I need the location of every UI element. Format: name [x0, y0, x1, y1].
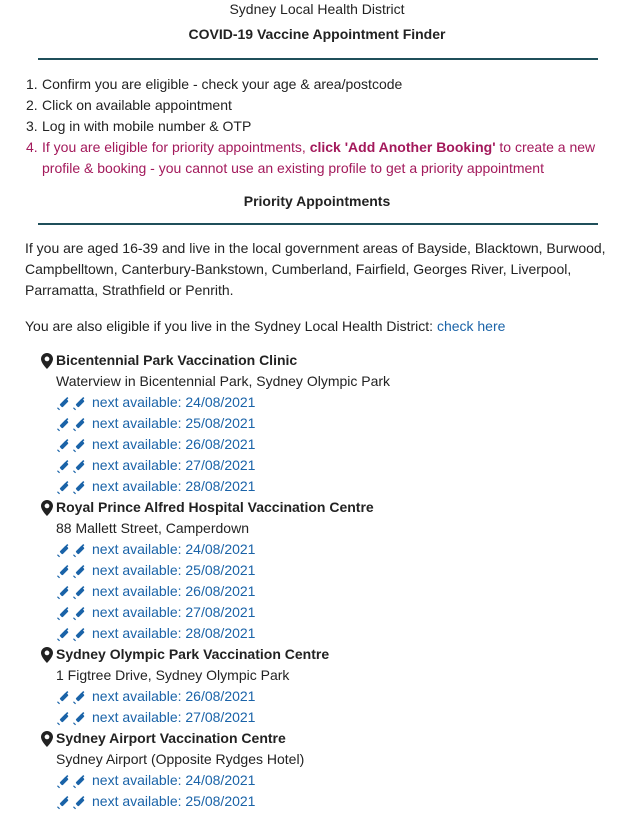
appointment-slot-link[interactable]: next available: 27/08/2021 — [41, 602, 611, 623]
clinic-block — [41, 350, 611, 497]
also-eligible-text: You are also eligible if you live in the Sydney Local Health District: check here — [25, 318, 506, 334]
syringe-icon — [56, 564, 88, 578]
step-item: 2. Click on available appointment — [26, 97, 232, 113]
syringe-icon — [56, 459, 88, 473]
divider — [38, 58, 598, 60]
clinic-address: 88 Mallett Street, Camperdown — [56, 520, 249, 536]
clinic-name: Bicentennial Park Vaccination Clinic — [41, 350, 611, 371]
clinic-block — [41, 728, 611, 812]
clinic-list — [41, 350, 611, 812]
map-pin-icon — [41, 647, 53, 663]
syringe-icon — [56, 774, 88, 788]
syringe-icon — [56, 606, 88, 620]
appointment-slot-link[interactable]: next available: 25/08/2021 — [41, 560, 611, 581]
syringe-icon — [56, 438, 88, 452]
map-pin-icon — [41, 500, 53, 516]
org-name: Sydney Local Health District — [229, 1, 405, 17]
syringe-icon — [56, 543, 88, 557]
section-title: Priority Appointments — [243, 193, 391, 209]
syringe-icon — [56, 480, 88, 494]
clinic-name: Sydney Airport Vaccination Centre — [41, 728, 611, 749]
page-title: COVID-19 Vaccine Appointment Finder — [188, 26, 446, 42]
clinic-block — [41, 644, 611, 728]
clinic-name: Sydney Olympic Park Vaccination Centre — [41, 644, 611, 665]
appointment-slot-link[interactable]: next available: 24/08/2021 — [41, 392, 611, 413]
steps-list — [0, 74, 634, 179]
map-pin-icon — [41, 353, 53, 369]
clinic-block — [41, 497, 611, 644]
syringe-icon — [56, 690, 88, 704]
eligibility-text: If you are aged 16-39 and live in the local government areas of Bayside, Blacktown, Burwood, Campbelltown, Canterbury-Bankstown, Cumberland, Fairfield, Georges River, Liverpool, Parramatta, Strathfield or Penrith. — [25, 240, 606, 298]
appointment-slot-link[interactable]: next available: 26/08/2021 — [41, 581, 611, 602]
appointment-slot-link[interactable]: next available: 26/08/2021 — [41, 686, 611, 707]
step-item: 1. Confirm you are eligible - check your age & area/postcode — [26, 76, 403, 92]
clinic-address: Waterview in Bicentennial Park, Sydney Olympic Park — [56, 373, 391, 389]
appointment-slot-link[interactable]: next available: 27/08/2021 — [41, 707, 611, 728]
step-item: 3. Log in with mobile number & OTP — [26, 118, 252, 134]
appointment-slot-link[interactable]: next available: 25/08/2021 — [41, 413, 611, 434]
add-another-booking-instruction: click 'Add Another Booking' — [309, 139, 496, 155]
appointment-slot-link[interactable]: next available: 27/08/2021 — [41, 455, 611, 476]
syringe-icon — [56, 711, 88, 725]
map-pin-icon — [41, 731, 53, 747]
clinic-name: Royal Prince Alfred Hospital Vaccination Centre — [41, 497, 611, 518]
clinic-address: 1 Figtree Drive, Sydney Olympic Park — [56, 667, 290, 683]
syringe-icon — [56, 795, 88, 809]
syringe-icon — [56, 396, 88, 410]
clinic-address: Sydney Airport (Opposite Rydges Hotel) — [56, 751, 305, 767]
appointment-slot-link[interactable]: next available: 28/08/2021 — [41, 476, 611, 497]
divider — [38, 223, 598, 225]
appointment-slot-link[interactable]: next available: 24/08/2021 — [41, 539, 611, 560]
syringe-icon — [56, 417, 88, 431]
appointment-slot-link[interactable]: next available: 26/08/2021 — [41, 434, 611, 455]
syringe-icon — [56, 585, 88, 599]
syringe-icon — [56, 627, 88, 641]
appointment-slot-link[interactable]: next available: 25/08/2021 — [41, 791, 611, 812]
appointment-slot-link[interactable]: next available: 28/08/2021 — [41, 623, 611, 644]
check-here-link[interactable]: check here — [436, 318, 506, 334]
priority-step-item: 4. If you are eligible for priority appointments, click 'Add Another Booking' to create a new profile & booking - you cannot use an existing profile to get a priority appointment — [26, 139, 596, 176]
appointment-slot-link[interactable]: next available: 24/08/2021 — [41, 770, 611, 791]
